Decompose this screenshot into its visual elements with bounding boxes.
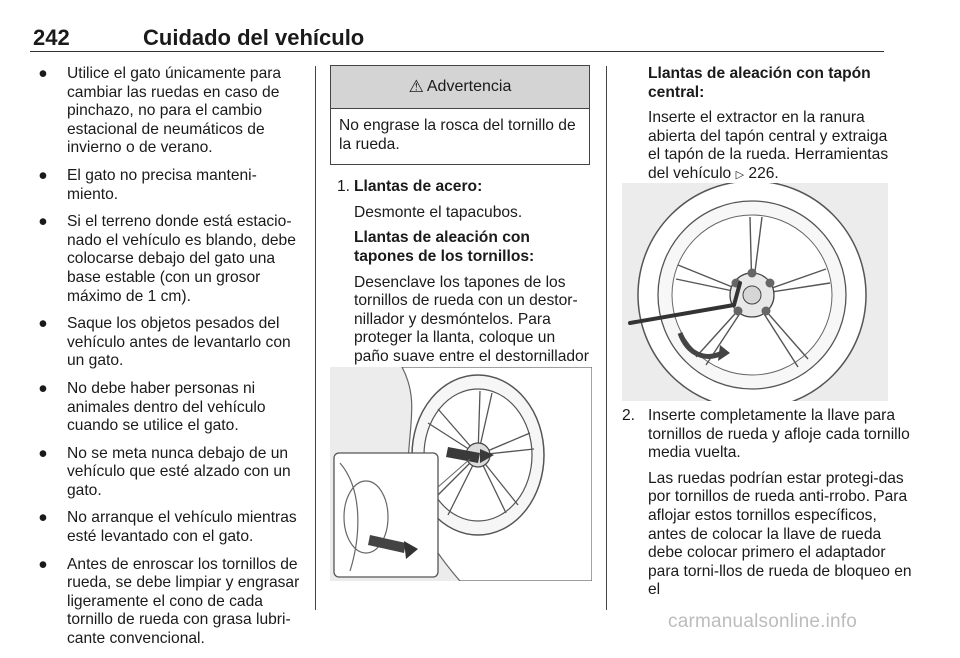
section-text: Inserte el extractor en la ranura abierta del tapón central y extraiga el tapón de la rueda. Herramientas del vehículo ▷ 226.: [648, 109, 889, 182]
step-text: Desmonte el tapacubos.: [354, 203, 523, 221]
page-number: 242: [33, 25, 70, 50]
column-right: [622, 65, 912, 599]
list-item: ● Si el terreno donde está estacio-nado el vehículo es blando, debe colocarse debajo del gato una base estable (con un grosor máximo de 1 cm).: [38, 213, 296, 305]
column-left: [36, 65, 304, 658]
warning-text: No engrase la rosca del tornillo de la rueda.: [339, 117, 576, 153]
step-subtext: Desenclave los tapones de los tornillos de rueda con un destor-nillador y desmóntelos. Para proteger la llanta, coloque un paño suave entre el destornillador: [354, 273, 589, 365]
step-2: [622, 407, 912, 607]
step-number: 2.: [622, 407, 636, 424]
list-item: ● Antes de enroscar los tornillos de rueda, se debe limpiar y engrasar ligeramente el cono de cada tornillo de rueda con grasa lubri-cante convencional.: [38, 555, 300, 648]
list-item: ● Saque los objetos pesados del vehículo antes de levantarlo con un gato.: [38, 315, 291, 370]
header-rule: [30, 51, 884, 52]
warning-header: [331, 66, 589, 109]
list-item: ● No debe haber personas ni animales dentro del vehículo cuando se utilice el gato.: [38, 379, 266, 435]
illustration-wheel-wrench: [622, 183, 888, 401]
watermark: carmanualsonline.info: [668, 611, 858, 632]
illustration-hubcap-removal: [330, 367, 592, 581]
section-heading: Llantas de aleación con tapón central:: [648, 65, 871, 101]
column-divider-1: [315, 66, 316, 610]
list-item: ● El gato no precisa manteni-miento.: [38, 166, 257, 203]
column-middle: [330, 65, 592, 392]
warning-title: Advertencia: [426, 78, 512, 95]
page-reference-triangle-icon: ▷: [735, 168, 745, 181]
step-text-2: Las ruedas podrían estar protegi-das por tornillos de rueda anti-rrobo. Para aflojar estos tornillos específicos, antes de colocar la llave de rueda debe colocar primero el adaptador para torni-llos de rueda de bloqueo en el: [648, 469, 912, 599]
warning-triangle-icon: ⚠: [408, 77, 424, 96]
step-heading: Llantas de acero:: [354, 178, 483, 196]
list-item: ● No arranque el vehículo mientras esté levantado con el gato.: [38, 509, 297, 546]
reference-page: 226.: [748, 164, 779, 182]
step-1: [330, 178, 592, 385]
step-number: 1.: [337, 178, 351, 196]
warning-box: [330, 65, 590, 165]
page-header: [30, 22, 930, 52]
step-text: Inserte completamente la llave para tornillos de rueda y afloje cada tornillo media vuelta.: [648, 407, 910, 462]
list-item: ● Utilice el gato únicamente para cambiar las ruedas en caso de pinchazo, no para el cambio estacional de neumáticos de invierno o de verano.: [38, 65, 282, 157]
column-divider-2: [606, 66, 607, 610]
step-subheading: Llantas de aleación con tapones de los tornillos:: [354, 229, 535, 265]
list-item: ● No se meta nunca debajo de un vehículo que esté alzado con un gato.: [38, 444, 291, 499]
page-title: Cuidado del vehículo: [143, 25, 365, 50]
